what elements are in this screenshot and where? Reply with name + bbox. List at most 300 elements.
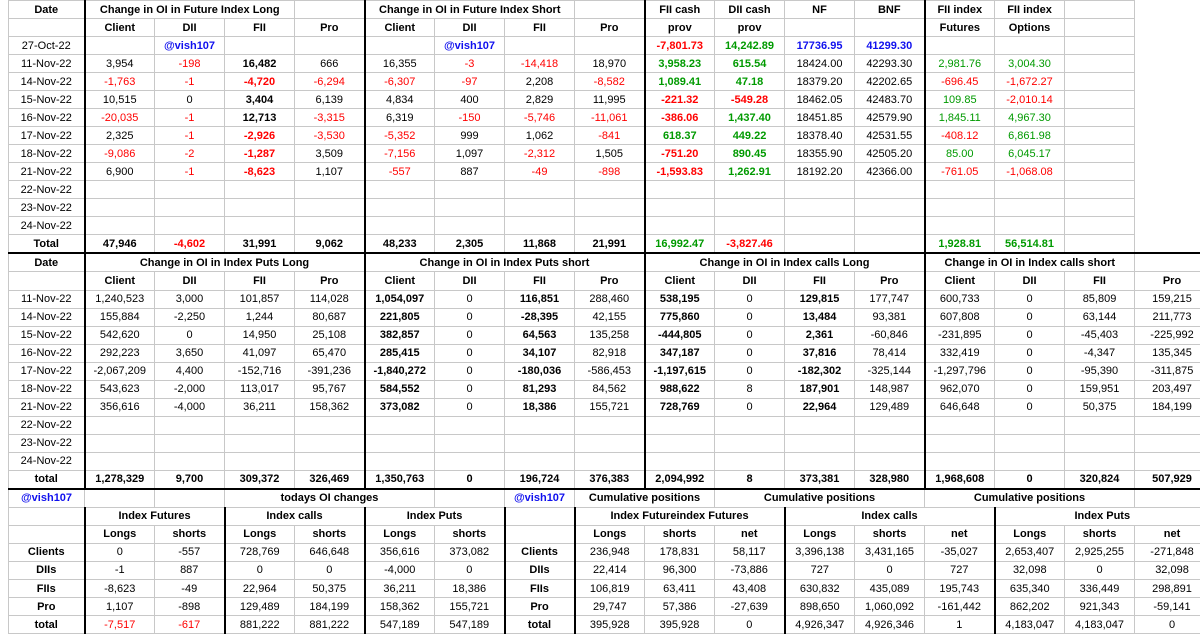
value-cell[interactable]: 0	[1135, 616, 1200, 634]
value-cell[interactable]: 22,964	[225, 580, 295, 598]
value-cell[interactable]: -5,352	[365, 127, 435, 145]
value-cell[interactable]: 64,563	[505, 326, 575, 344]
value-cell[interactable]: 106,819	[575, 580, 645, 598]
participant-label[interactable]: DIIs	[505, 561, 575, 579]
cell[interactable]	[155, 452, 225, 470]
value-cell[interactable]: 4,183,047	[995, 616, 1065, 634]
value-cell[interactable]: 395,928	[645, 616, 715, 634]
date-cell[interactable]: 16-Nov-22	[9, 109, 85, 127]
value-cell[interactable]: 1,107	[85, 598, 155, 616]
value-cell[interactable]: -6,307	[365, 73, 435, 91]
value-cell[interactable]: -4,000	[155, 398, 225, 416]
handle-label[interactable]: @vish107	[155, 37, 225, 55]
value-cell[interactable]: 42579.90	[855, 109, 925, 127]
cell[interactable]	[785, 452, 855, 470]
cell[interactable]	[995, 37, 1065, 55]
oi-data-grid[interactable]	[8, 0, 1200, 634]
participant-label[interactable]: Pro	[9, 598, 85, 616]
value-cell[interactable]: 29,747	[575, 598, 645, 616]
total-cell[interactable]: 16,992.47	[645, 235, 715, 254]
value-cell[interactable]: 881,222	[225, 616, 295, 634]
total-cell[interactable]: 376,383	[575, 470, 645, 489]
cell[interactable]	[1065, 163, 1135, 181]
value-cell[interactable]: 0	[855, 561, 925, 579]
value-cell[interactable]: 898,650	[785, 598, 855, 616]
cell[interactable]	[435, 181, 505, 199]
cell[interactable]	[785, 434, 855, 452]
value-cell[interactable]: 4,834	[365, 91, 435, 109]
value-cell[interactable]: 1,107	[295, 163, 365, 181]
column-header[interactable]: prov	[715, 19, 785, 37]
cell[interactable]	[1065, 181, 1135, 199]
value-cell[interactable]: -11,061	[575, 109, 645, 127]
column-header[interactable]: Client	[365, 272, 435, 290]
total-cell[interactable]: 8	[715, 470, 785, 489]
value-cell[interactable]: -325,144	[855, 362, 925, 380]
value-cell[interactable]: 159,215	[1135, 290, 1200, 308]
value-cell[interactable]: 1,062	[505, 127, 575, 145]
fut-short-header[interactable]: Change in OI in Future Index Short	[365, 1, 575, 19]
value-cell[interactable]: 129,489	[855, 398, 925, 416]
value-cell[interactable]: 0	[995, 380, 1065, 398]
value-cell[interactable]: 18462.05	[785, 91, 855, 109]
value-cell[interactable]: 0	[225, 561, 295, 579]
cumulative-title[interactable]: Cumulative positions	[925, 489, 1135, 508]
value-cell[interactable]: -696.45	[925, 73, 995, 91]
value-cell[interactable]: 65,470	[295, 344, 365, 362]
value-cell[interactable]: 18424.00	[785, 55, 855, 73]
value-cell[interactable]: 158,362	[295, 398, 365, 416]
value-cell[interactable]: -150	[435, 109, 505, 127]
value-cell[interactable]: 288,460	[575, 290, 645, 308]
column-header[interactable]: Pro	[295, 272, 365, 290]
cell[interactable]	[85, 37, 155, 55]
value-cell[interactable]: -1	[155, 73, 225, 91]
cell[interactable]	[1135, 416, 1200, 434]
value-cell[interactable]: -28,395	[505, 308, 575, 326]
value-cell[interactable]: 81,293	[505, 380, 575, 398]
cell[interactable]	[225, 217, 295, 235]
value-cell[interactable]: 195,743	[925, 580, 995, 598]
value-cell[interactable]: 14,950	[225, 326, 295, 344]
value-cell[interactable]: 203,497	[1135, 380, 1200, 398]
fii-index-header[interactable]: FII index	[925, 1, 995, 19]
value-cell[interactable]: 57,386	[645, 598, 715, 616]
value-cell[interactable]: -8,582	[575, 73, 645, 91]
value-cell[interactable]: -1,763	[85, 73, 155, 91]
total-cell[interactable]: 9,700	[155, 470, 225, 489]
value-cell[interactable]: -1,197,615	[645, 362, 715, 380]
cell[interactable]	[295, 37, 365, 55]
value-cell[interactable]: -2,926	[225, 127, 295, 145]
value-cell[interactable]: 36,211	[225, 398, 295, 416]
value-cell[interactable]: 988,622	[645, 380, 715, 398]
value-cell[interactable]: 395,928	[575, 616, 645, 634]
group-header[interactable]: Index Puts	[365, 507, 505, 525]
value-cell[interactable]: -2,010.14	[995, 91, 1065, 109]
value-cell[interactable]: 1,060,092	[855, 598, 925, 616]
value-cell[interactable]: 2,829	[505, 91, 575, 109]
value-cell[interactable]: -14,418	[505, 55, 575, 73]
cell[interactable]	[575, 452, 645, 470]
value-cell[interactable]: 2,653,407	[995, 543, 1065, 561]
value-cell[interactable]: -2,067,209	[85, 362, 155, 380]
value-cell[interactable]: -60,846	[855, 326, 925, 344]
cell[interactable]	[225, 199, 295, 217]
value-cell[interactable]: 22,414	[575, 561, 645, 579]
value-cell[interactable]: 356,616	[365, 543, 435, 561]
column-header[interactable]: Longs	[365, 525, 435, 543]
value-cell[interactable]: 0	[995, 362, 1065, 380]
cell[interactable]	[155, 217, 225, 235]
value-cell[interactable]: 1,097	[435, 145, 505, 163]
cell[interactable]	[85, 199, 155, 217]
value-cell[interactable]: 3,404	[225, 91, 295, 109]
cell[interactable]	[85, 452, 155, 470]
date-header[interactable]: Date	[9, 253, 85, 272]
value-cell[interactable]: 42531.55	[855, 127, 925, 145]
cell[interactable]	[855, 181, 925, 199]
value-cell[interactable]: 542,620	[85, 326, 155, 344]
date-cell[interactable]: 27-Oct-22	[9, 37, 85, 55]
value-cell[interactable]: 728,769	[645, 398, 715, 416]
value-cell[interactable]: 0	[995, 326, 1065, 344]
date-cell[interactable]: 18-Nov-22	[9, 145, 85, 163]
value-cell[interactable]: 2,208	[505, 73, 575, 91]
value-cell[interactable]: 3,396,138	[785, 543, 855, 561]
value-cell[interactable]: -180,036	[505, 362, 575, 380]
fii-cash-cell[interactable]: -7,801.73	[645, 37, 715, 55]
value-cell[interactable]: 0	[435, 290, 505, 308]
value-cell[interactable]: 109.85	[925, 91, 995, 109]
cell[interactable]	[575, 434, 645, 452]
column-header[interactable]: Pro	[575, 272, 645, 290]
value-cell[interactable]: -20,035	[85, 109, 155, 127]
value-cell[interactable]: 42,155	[575, 308, 645, 326]
cell[interactable]	[155, 199, 225, 217]
value-cell[interactable]: 42366.00	[855, 163, 925, 181]
cell[interactable]	[1065, 199, 1135, 217]
value-cell[interactable]: 630,832	[785, 580, 855, 598]
cell[interactable]	[785, 416, 855, 434]
cell[interactable]	[1065, 109, 1135, 127]
total-cell[interactable]: 320,824	[1065, 470, 1135, 489]
value-cell[interactable]: 538,195	[645, 290, 715, 308]
cell[interactable]	[575, 199, 645, 217]
value-cell[interactable]: 887	[435, 163, 505, 181]
total-label[interactable]: total	[9, 470, 85, 489]
value-cell[interactable]: 12,713	[225, 109, 295, 127]
date-cell[interactable]: 18-Nov-22	[9, 380, 85, 398]
value-cell[interactable]: 50,375	[295, 580, 365, 598]
column-header[interactable]: DII	[155, 272, 225, 290]
value-cell[interactable]: 16,355	[365, 55, 435, 73]
column-header[interactable]: Longs	[85, 525, 155, 543]
value-cell[interactable]: -549.28	[715, 91, 785, 109]
handle-label[interactable]: @vish107	[435, 37, 505, 55]
calls-short-header[interactable]: Change in OI in Index calls short	[925, 253, 1135, 272]
cell[interactable]	[715, 181, 785, 199]
cell[interactable]	[1065, 19, 1135, 37]
cell[interactable]	[575, 217, 645, 235]
column-header[interactable]: net	[715, 525, 785, 543]
value-cell[interactable]: 1,089.41	[645, 73, 715, 91]
value-cell[interactable]: 373,082	[435, 543, 505, 561]
value-cell[interactable]: 85,809	[1065, 290, 1135, 308]
value-cell[interactable]: 6,900	[85, 163, 155, 181]
dii-cash-cell[interactable]: 14,242.89	[715, 37, 785, 55]
total-cell[interactable]: -4,602	[155, 235, 225, 254]
cell[interactable]	[1135, 489, 1200, 508]
cell[interactable]	[785, 199, 855, 217]
cell[interactable]	[925, 199, 995, 217]
value-cell[interactable]: 0	[155, 326, 225, 344]
cell[interactable]	[1065, 127, 1135, 145]
value-cell[interactable]: 0	[715, 308, 785, 326]
cell[interactable]	[575, 181, 645, 199]
total-cell[interactable]: 1,350,763	[365, 470, 435, 489]
value-cell[interactable]: 82,918	[575, 344, 645, 362]
value-cell[interactable]: -444,805	[645, 326, 715, 344]
participant-label[interactable]: total	[9, 616, 85, 634]
handle-label[interactable]: @vish107	[505, 489, 575, 508]
participant-label[interactable]: Pro	[505, 598, 575, 616]
column-header[interactable]: shorts	[645, 525, 715, 543]
value-cell[interactable]: -841	[575, 127, 645, 145]
participant-label[interactable]: FIIs	[505, 580, 575, 598]
total-cell[interactable]: 0	[435, 470, 505, 489]
value-cell[interactable]: 435,089	[855, 580, 925, 598]
value-cell[interactable]: 236,948	[575, 543, 645, 561]
value-cell[interactable]: 155,884	[85, 308, 155, 326]
column-header[interactable]: FII	[225, 19, 295, 37]
date-cell[interactable]: 15-Nov-22	[9, 326, 85, 344]
value-cell[interactable]: 3,431,165	[855, 543, 925, 561]
value-cell[interactable]: -182,302	[785, 362, 855, 380]
value-cell[interactable]: -898	[155, 598, 225, 616]
value-cell[interactable]: 962,070	[925, 380, 995, 398]
column-header[interactable]: Pro	[575, 19, 645, 37]
cell[interactable]	[855, 416, 925, 434]
cell[interactable]	[995, 217, 1065, 235]
cell[interactable]	[85, 434, 155, 452]
date-cell[interactable]: 22-Nov-22	[9, 181, 85, 199]
value-cell[interactable]: 6,319	[365, 109, 435, 127]
cell[interactable]	[1065, 37, 1135, 55]
cell[interactable]	[645, 434, 715, 452]
cell[interactable]	[505, 217, 575, 235]
cell[interactable]	[505, 452, 575, 470]
column-header[interactable]: Pro	[295, 19, 365, 37]
value-cell[interactable]: -152,716	[225, 362, 295, 380]
cumulative-title[interactable]: Cumulative positions	[575, 489, 715, 508]
value-cell[interactable]: 155,721	[435, 598, 505, 616]
value-cell[interactable]: -557	[155, 543, 225, 561]
value-cell[interactable]: 999	[435, 127, 505, 145]
date-cell[interactable]: 17-Nov-22	[9, 127, 85, 145]
value-cell[interactable]: 78,414	[855, 344, 925, 362]
value-cell[interactable]: 0	[435, 344, 505, 362]
cell[interactable]	[85, 416, 155, 434]
value-cell[interactable]: -311,875	[1135, 362, 1200, 380]
value-cell[interactable]: 4,967.30	[995, 109, 1065, 127]
value-cell[interactable]: -198	[155, 55, 225, 73]
value-cell[interactable]: 0	[85, 543, 155, 561]
cell[interactable]	[505, 37, 575, 55]
cell[interactable]	[925, 37, 995, 55]
value-cell[interactable]: 547,189	[435, 616, 505, 634]
value-cell[interactable]: 0	[715, 616, 785, 634]
cell[interactable]	[1065, 217, 1135, 235]
column-header[interactable]: DII	[715, 272, 785, 290]
value-cell[interactable]: 0	[435, 380, 505, 398]
column-header[interactable]: Longs	[785, 525, 855, 543]
value-cell[interactable]: 775,860	[645, 308, 715, 326]
value-cell[interactable]: 135,258	[575, 326, 645, 344]
date-cell[interactable]: 14-Nov-22	[9, 73, 85, 91]
column-header[interactable]: Longs	[575, 525, 645, 543]
value-cell[interactable]: 615.54	[715, 55, 785, 73]
value-cell[interactable]: -3,530	[295, 127, 365, 145]
value-cell[interactable]: 0	[435, 326, 505, 344]
value-cell[interactable]: 3,000	[155, 290, 225, 308]
value-cell[interactable]: 0	[715, 362, 785, 380]
total-cell[interactable]: 47,946	[85, 235, 155, 254]
value-cell[interactable]: 8	[715, 380, 785, 398]
value-cell[interactable]: -617	[155, 616, 225, 634]
value-cell[interactable]: 36,211	[365, 580, 435, 598]
value-cell[interactable]: 58,117	[715, 543, 785, 561]
cell[interactable]	[1065, 145, 1135, 163]
column-header[interactable]: DII	[435, 272, 505, 290]
value-cell[interactable]: 18355.90	[785, 145, 855, 163]
value-cell[interactable]: -27,639	[715, 598, 785, 616]
column-header[interactable]: Longs	[225, 525, 295, 543]
value-cell[interactable]: 0	[435, 362, 505, 380]
value-cell[interactable]: 0	[995, 290, 1065, 308]
value-cell[interactable]: 607,808	[925, 308, 995, 326]
value-cell[interactable]: -4,720	[225, 73, 295, 91]
value-cell[interactable]: 16,482	[225, 55, 295, 73]
cell[interactable]	[225, 452, 295, 470]
value-cell[interactable]: 63,411	[645, 580, 715, 598]
column-header[interactable]	[785, 19, 855, 37]
cell[interactable]	[365, 217, 435, 235]
value-cell[interactable]: 32,098	[995, 561, 1065, 579]
value-cell[interactable]: 2,981.76	[925, 55, 995, 73]
cell[interactable]	[155, 489, 225, 508]
value-cell[interactable]: -557	[365, 163, 435, 181]
value-cell[interactable]: -8,623	[85, 580, 155, 598]
cell[interactable]	[365, 452, 435, 470]
total-cell[interactable]: 11,868	[505, 235, 575, 254]
value-cell[interactable]: 129,815	[785, 290, 855, 308]
total-cell[interactable]: 48,233	[365, 235, 435, 254]
column-header[interactable]: Pro	[1135, 272, 1200, 290]
cell[interactable]	[365, 434, 435, 452]
value-cell[interactable]: 159,951	[1065, 380, 1135, 398]
value-cell[interactable]: -7,517	[85, 616, 155, 634]
value-cell[interactable]: -1,672.27	[995, 73, 1065, 91]
group-header[interactable]: Index calls	[225, 507, 365, 525]
value-cell[interactable]: -6,294	[295, 73, 365, 91]
date-cell[interactable]: 23-Nov-22	[9, 199, 85, 217]
value-cell[interactable]: -1	[155, 127, 225, 145]
total-cell[interactable]: 0	[995, 470, 1065, 489]
total-cell[interactable]: 507,929	[1135, 470, 1200, 489]
value-cell[interactable]: 4,926,346	[855, 616, 925, 634]
value-cell[interactable]: 47.18	[715, 73, 785, 91]
value-cell[interactable]: 0	[715, 398, 785, 416]
value-cell[interactable]: -45,403	[1065, 326, 1135, 344]
column-header[interactable]	[855, 19, 925, 37]
column-header[interactable]: Client	[365, 19, 435, 37]
cell[interactable]	[645, 416, 715, 434]
value-cell[interactable]: 3,958.23	[645, 55, 715, 73]
date-cell[interactable]: 15-Nov-22	[9, 91, 85, 109]
dii-cash-header[interactable]: DII cash	[715, 1, 785, 19]
total-label[interactable]: Total	[9, 235, 85, 254]
value-cell[interactable]: -3,315	[295, 109, 365, 127]
cell[interactable]	[295, 199, 365, 217]
value-cell[interactable]: 221,805	[365, 308, 435, 326]
column-header[interactable]: net	[1135, 525, 1200, 543]
value-cell[interactable]: -49	[505, 163, 575, 181]
value-cell[interactable]: -161,442	[925, 598, 995, 616]
column-header[interactable]: Futures	[925, 19, 995, 37]
value-cell[interactable]: 18379.20	[785, 73, 855, 91]
participant-label[interactable]: Clients	[505, 543, 575, 561]
value-cell[interactable]: 2,925,255	[1065, 543, 1135, 561]
value-cell[interactable]: 600,733	[925, 290, 995, 308]
value-cell[interactable]: 0	[155, 91, 225, 109]
value-cell[interactable]: 80,687	[295, 308, 365, 326]
value-cell[interactable]: 618.37	[645, 127, 715, 145]
cell[interactable]	[855, 452, 925, 470]
cell[interactable]	[855, 199, 925, 217]
value-cell[interactable]: 1,054,097	[365, 290, 435, 308]
cell[interactable]	[295, 181, 365, 199]
value-cell[interactable]: -1	[85, 561, 155, 579]
column-header[interactable]: FII	[505, 19, 575, 37]
value-cell[interactable]: 18,386	[505, 398, 575, 416]
total-cell[interactable]: 21,991	[575, 235, 645, 254]
cell[interactable]	[1065, 452, 1135, 470]
cell[interactable]	[1065, 73, 1135, 91]
date-cell[interactable]: 21-Nov-22	[9, 163, 85, 181]
value-cell[interactable]: 0	[435, 398, 505, 416]
value-cell[interactable]: 50,375	[1065, 398, 1135, 416]
value-cell[interactable]: -1,297,796	[925, 362, 995, 380]
total-cell[interactable]: 1,928.81	[925, 235, 995, 254]
column-header[interactable]: FII	[785, 272, 855, 290]
column-header[interactable]: shorts	[295, 525, 365, 543]
cell[interactable]	[435, 489, 505, 508]
value-cell[interactable]: 862,202	[995, 598, 1065, 616]
cell[interactable]	[1065, 55, 1135, 73]
value-cell[interactable]: 0	[435, 561, 505, 579]
total-cell[interactable]: 31,991	[225, 235, 295, 254]
value-cell[interactable]: 0	[995, 398, 1065, 416]
date-header[interactable]: Date	[9, 1, 85, 19]
cell[interactable]	[505, 507, 575, 525]
value-cell[interactable]: 114,028	[295, 290, 365, 308]
column-header[interactable]: Options	[995, 19, 1065, 37]
cell[interactable]	[1065, 235, 1135, 254]
value-cell[interactable]: 32,098	[1135, 561, 1200, 579]
value-cell[interactable]: 0	[715, 290, 785, 308]
value-cell[interactable]: 0	[995, 344, 1065, 362]
